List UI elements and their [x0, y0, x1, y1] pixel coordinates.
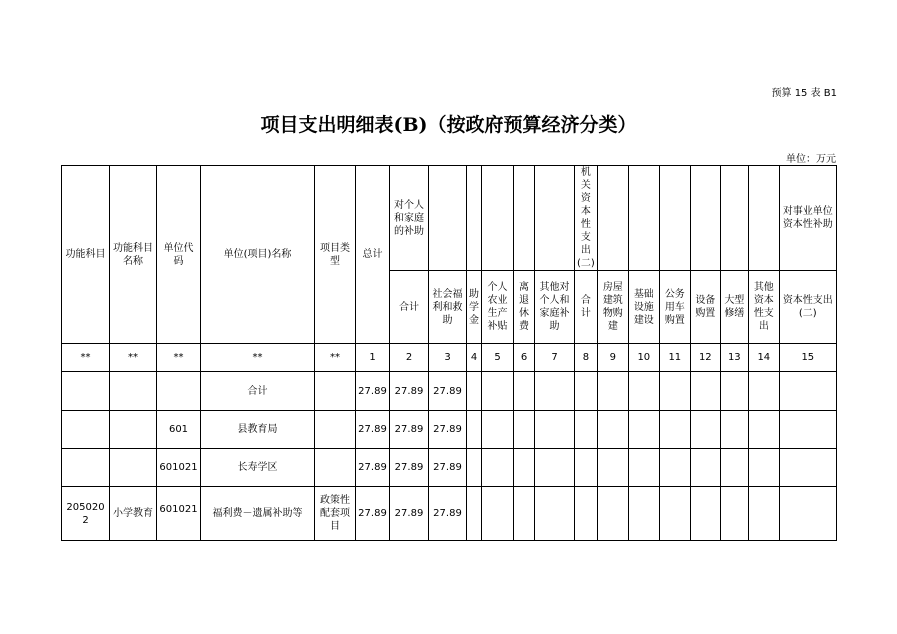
empty-cell: [659, 449, 690, 487]
empty-cell: [514, 487, 535, 541]
header-retire: 离退休费: [514, 271, 535, 344]
table-row: [62, 487, 837, 541]
index-cell: 6: [514, 344, 535, 372]
proj-type-cell: [315, 372, 356, 411]
header-total: 总计: [356, 166, 390, 344]
proj-type-cell: 政策性配套项目: [315, 487, 356, 541]
empty-cell: [659, 411, 690, 449]
header-other-capital: 其他资本性支出: [748, 271, 779, 344]
index-cell: 15: [779, 344, 836, 372]
header-agri: 个人农业生产补贴: [482, 271, 514, 344]
empty-cell: [690, 449, 720, 487]
empty-cell: [467, 487, 482, 541]
header-blank: [690, 166, 720, 271]
header-blank: [429, 166, 467, 271]
func-name-cell: [110, 449, 157, 487]
unit-code-cell: [157, 372, 201, 411]
empty-cell: [467, 449, 482, 487]
empty-cell: [720, 449, 748, 487]
index-cell: **: [315, 344, 356, 372]
index-cell: **: [62, 344, 110, 372]
index-cell: 10: [628, 344, 659, 372]
empty-cell: [482, 411, 514, 449]
index-cell: 5: [482, 344, 514, 372]
empty-cell: [467, 411, 482, 449]
header-stipend: 助学金: [467, 271, 482, 344]
empty-cell: [597, 449, 628, 487]
empty-cell: [482, 487, 514, 541]
header-blank: [514, 166, 535, 271]
func-code-cell: 2050202: [62, 487, 110, 541]
empty-cell: [597, 411, 628, 449]
header-blank: [628, 166, 659, 271]
subtotal-cell: 27.89: [390, 372, 429, 411]
welfare-cell: 27.89: [429, 411, 467, 449]
empty-cell: [690, 487, 720, 541]
unit-name-cell: 合计: [201, 372, 315, 411]
header-subtotal-1: 合计: [390, 271, 429, 344]
total-cell: 27.89: [356, 372, 390, 411]
form-code: 预算 15 表 B1: [771, 88, 837, 99]
header-equipment: 设备购置: [690, 271, 720, 344]
func-code-cell: [62, 411, 110, 449]
header-proj-type: 项目类型: [315, 166, 356, 344]
index-cell: 1: [356, 344, 390, 372]
header-other-personal: 其他对个人和家庭补助: [535, 271, 575, 344]
empty-cell: [628, 411, 659, 449]
index-cell: 7: [535, 344, 575, 372]
table-row: [62, 449, 837, 487]
subtotal-cell: 27.89: [390, 411, 429, 449]
header-repair: 大型修缮: [720, 271, 748, 344]
empty-cell: [482, 372, 514, 411]
index-cell: 11: [659, 344, 690, 372]
header-blank: [597, 166, 628, 271]
header-subtotal-2: 合计: [575, 271, 598, 344]
total-cell: 27.89: [356, 411, 390, 449]
header-group-personal: 对个人和家庭的补助: [390, 166, 429, 271]
page-title: 项目支出明细表(B)（按政府预算经济分类）: [260, 114, 637, 136]
header-func-name: 功能科目名称: [110, 166, 157, 344]
unit-code-cell: 601021: [157, 449, 201, 487]
unit-name-cell: 福利费－遗属补助等: [201, 487, 315, 541]
func-code-cell: [62, 449, 110, 487]
header-group-capital: 机关资本性支出(二): [575, 166, 598, 271]
header-vehicle: 公务用车购置: [659, 271, 690, 344]
empty-cell: [535, 487, 575, 541]
func-code-cell: [62, 372, 110, 411]
header-infra: 基础设施建设: [628, 271, 659, 344]
header-unit-code: 单位代码: [157, 166, 201, 344]
empty-cell: [659, 487, 690, 541]
empty-cell: [628, 372, 659, 411]
empty-cell: [779, 449, 836, 487]
welfare-cell: 27.89: [429, 449, 467, 487]
empty-cell: [597, 487, 628, 541]
subtotal-cell: 27.89: [390, 487, 429, 541]
empty-cell: [514, 372, 535, 411]
index-cell: 9: [597, 344, 628, 372]
header-blank: [467, 166, 482, 271]
empty-cell: [690, 372, 720, 411]
table-row: [62, 372, 837, 411]
func-name-cell: [110, 411, 157, 449]
empty-cell: [514, 449, 535, 487]
index-cell: 4: [467, 344, 482, 372]
expenditure-table: [61, 165, 837, 541]
empty-cell: [628, 449, 659, 487]
header-blank: [535, 166, 575, 271]
index-cell: 8: [575, 344, 598, 372]
header-unit-name: 单位(项目)名称: [201, 166, 315, 344]
index-cell: **: [110, 344, 157, 372]
empty-cell: [575, 411, 598, 449]
index-cell: 13: [720, 344, 748, 372]
empty-cell: [748, 411, 779, 449]
empty-cell: [659, 372, 690, 411]
header-blank: [748, 166, 779, 271]
empty-cell: [720, 411, 748, 449]
empty-cell: [690, 411, 720, 449]
header-capital-2: 资本性支出(二): [779, 271, 836, 344]
empty-cell: [628, 487, 659, 541]
empty-cell: [720, 372, 748, 411]
index-cell: **: [201, 344, 315, 372]
empty-cell: [535, 449, 575, 487]
unit-name-cell: 长寿学区: [201, 449, 315, 487]
empty-cell: [748, 449, 779, 487]
empty-cell: [779, 372, 836, 411]
unit-code-cell: 601: [157, 411, 201, 449]
header-group-public: 对事业单位资本性补助: [779, 166, 836, 271]
empty-cell: [535, 372, 575, 411]
unit-label: 单位：万元: [786, 154, 836, 165]
empty-cell: [597, 372, 628, 411]
index-cell: 14: [748, 344, 779, 372]
empty-cell: [779, 411, 836, 449]
empty-cell: [748, 487, 779, 541]
index-cell: 12: [690, 344, 720, 372]
welfare-cell: 27.89: [429, 372, 467, 411]
unit-name-cell: 县教育局: [201, 411, 315, 449]
empty-cell: [482, 449, 514, 487]
index-cell: **: [157, 344, 201, 372]
unit-code-cell: 601021: [157, 487, 201, 541]
table-row: [62, 411, 837, 449]
header-blank: [482, 166, 514, 271]
proj-type-cell: [315, 411, 356, 449]
welfare-cell: 27.89: [429, 487, 467, 541]
subtotal-cell: 27.89: [390, 449, 429, 487]
func-name-cell: [110, 372, 157, 411]
empty-cell: [535, 411, 575, 449]
header-welfare: 社会福利和救助: [429, 271, 467, 344]
empty-cell: [514, 411, 535, 449]
total-cell: 27.89: [356, 487, 390, 541]
empty-cell: [575, 449, 598, 487]
header-blank: [659, 166, 690, 271]
index-cell: 2: [390, 344, 429, 372]
empty-cell: [575, 487, 598, 541]
proj-type-cell: [315, 449, 356, 487]
empty-cell: [748, 372, 779, 411]
total-cell: 27.89: [356, 449, 390, 487]
header-func-code: 功能科目: [62, 166, 110, 344]
index-cell: 3: [429, 344, 467, 372]
empty-cell: [720, 487, 748, 541]
index-row: [62, 344, 837, 372]
header-building: 房屋建筑物购建: [597, 271, 628, 344]
func-name-cell: 小学教育: [110, 487, 157, 541]
header-blank: [720, 166, 748, 271]
header-row-1: [62, 166, 837, 271]
empty-cell: [575, 372, 598, 411]
empty-cell: [467, 372, 482, 411]
empty-cell: [779, 487, 836, 541]
